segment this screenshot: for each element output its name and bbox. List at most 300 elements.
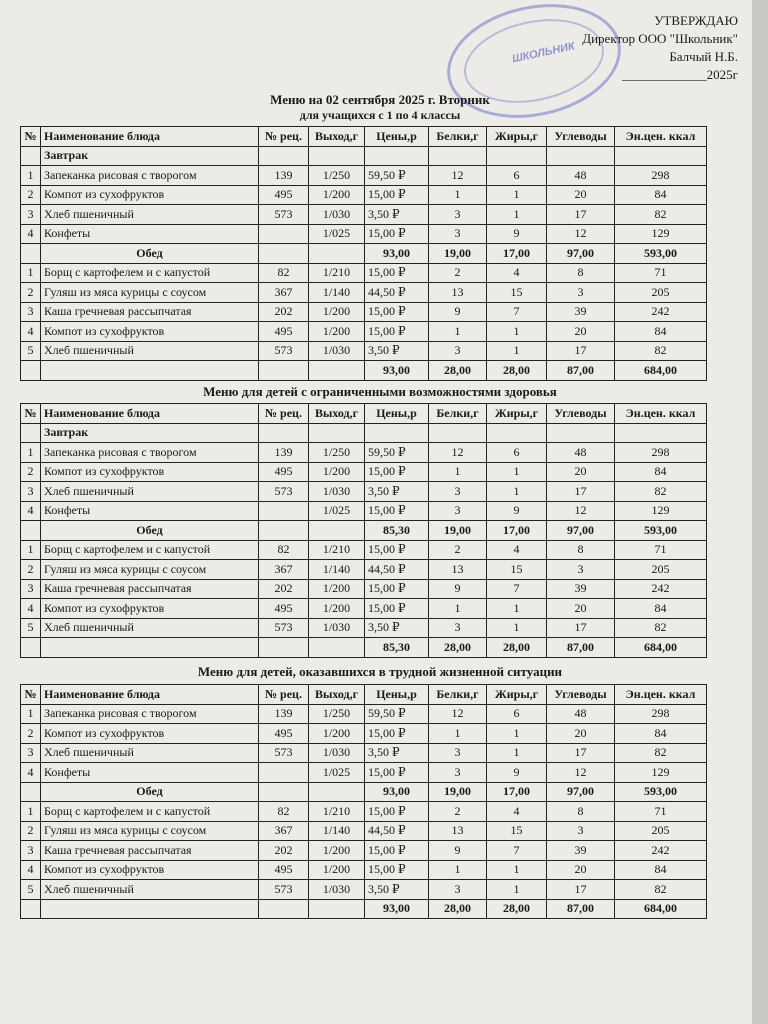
total-cell: 93,00 — [365, 899, 429, 919]
table-cell: 82 — [615, 880, 707, 900]
total-cell: 28,00 — [429, 638, 487, 658]
table-cell: 1 — [429, 462, 487, 482]
table-cell: 3 — [21, 841, 41, 861]
column-header: Наименование блюда — [41, 127, 259, 147]
total-cell: 28,00 — [429, 361, 487, 381]
table-cell: 7 — [487, 579, 547, 599]
column-header: Цены,р — [365, 404, 429, 424]
total-cell: 87,00 — [547, 638, 615, 658]
table-cell: 3 — [547, 821, 615, 841]
total-cell: 684,00 — [615, 638, 707, 658]
table-cell: 82 — [615, 341, 707, 361]
table-cell: 1 — [487, 205, 547, 225]
empty-cell — [259, 244, 309, 264]
column-header: № рец. — [259, 685, 309, 705]
table-cell: 12 — [429, 704, 487, 724]
empty-cell — [259, 521, 309, 541]
table-cell: Гуляш из мяса курицы с соусом — [41, 821, 259, 841]
column-header: Углеводы — [547, 127, 615, 147]
table-cell: 3,50 ₽ — [365, 618, 429, 638]
table-cell: 202 — [259, 302, 309, 322]
total-cell: 87,00 — [547, 361, 615, 381]
table-cell: Каша гречневая рассыпчатая — [41, 841, 259, 861]
empty-cell — [41, 899, 259, 919]
lunch-label-row — [21, 782, 707, 802]
breakfast-total-cell: 17,00 — [487, 244, 547, 264]
column-header: Белки,г — [429, 685, 487, 705]
table-row — [21, 322, 707, 342]
table-cell: 1 — [429, 860, 487, 880]
table-cell: 8 — [547, 802, 615, 822]
table-cell: 3 — [21, 743, 41, 763]
empty-cell — [429, 423, 487, 443]
totals-row — [21, 361, 707, 381]
table-cell: 15 — [487, 560, 547, 580]
table-cell: 6 — [487, 704, 547, 724]
table-cell: 4 — [21, 860, 41, 880]
table-row — [21, 224, 707, 244]
table-row — [21, 880, 707, 900]
table-row — [21, 599, 707, 619]
table-cell: 3 — [429, 224, 487, 244]
table-cell: 2 — [429, 263, 487, 283]
table-cell: 3 — [547, 560, 615, 580]
table-row — [21, 802, 707, 822]
table-cell: 573 — [259, 341, 309, 361]
table-cell: 3 — [21, 579, 41, 599]
table-cell: 1/140 — [309, 560, 365, 580]
table-row — [21, 704, 707, 724]
column-header: Цены,р — [365, 685, 429, 705]
table-cell: 82 — [615, 205, 707, 225]
table-cell: 1/200 — [309, 841, 365, 861]
table-cell: Компот из сухофруктов — [41, 860, 259, 880]
table-cell: 84 — [615, 599, 707, 619]
empty-cell — [487, 423, 547, 443]
table-cell — [259, 763, 309, 783]
total-cell: 28,00 — [487, 899, 547, 919]
table-cell: 44,50 ₽ — [365, 560, 429, 580]
menu-title: Меню на 02 сентября 2025 г. Вторник — [270, 92, 490, 107]
breakfast-label-row — [21, 146, 707, 166]
column-header: Жиры,г — [487, 127, 547, 147]
table-cell: 71 — [615, 540, 707, 560]
empty-cell — [547, 423, 615, 443]
empty-cell — [309, 361, 365, 381]
table-cell: 242 — [615, 841, 707, 861]
table-cell: 1/030 — [309, 341, 365, 361]
table-cell: 8 — [547, 540, 615, 560]
breakfast-total-cell: 19,00 — [429, 782, 487, 802]
table-cell: 3 — [429, 205, 487, 225]
empty-cell — [615, 146, 707, 166]
table-cell: 1 — [429, 599, 487, 619]
table-header-row — [21, 685, 707, 705]
table-cell: 1 — [429, 322, 487, 342]
table-cell: Хлеб пшеничный — [41, 205, 259, 225]
table-cell: 17 — [547, 205, 615, 225]
breakfast-total-cell: 93,00 — [365, 244, 429, 264]
table-cell: 4 — [487, 263, 547, 283]
menu-table — [20, 684, 707, 919]
table-cell: Каша гречневая рассыпчатая — [41, 302, 259, 322]
empty-cell — [429, 146, 487, 166]
table-cell: 39 — [547, 579, 615, 599]
table-cell: 82 — [259, 802, 309, 822]
empty-cell — [309, 146, 365, 166]
table-cell: 12 — [547, 224, 615, 244]
empty-cell — [487, 146, 547, 166]
table-cell: 8 — [547, 263, 615, 283]
breakfast-total-cell: 97,00 — [547, 244, 615, 264]
empty-cell — [21, 423, 41, 443]
table-cell: 4 — [487, 802, 547, 822]
table-cell: 129 — [615, 224, 707, 244]
meal-label-lunch: Обед — [41, 782, 259, 802]
table-cell: 17 — [547, 880, 615, 900]
breakfast-total-cell: 93,00 — [365, 782, 429, 802]
totals-row — [21, 899, 707, 919]
table-cell: 495 — [259, 462, 309, 482]
empty-cell — [259, 899, 309, 919]
table-cell: 4 — [21, 322, 41, 342]
table-cell: 84 — [615, 860, 707, 880]
table-cell: 17 — [547, 743, 615, 763]
table-cell: 202 — [259, 841, 309, 861]
table-header-row — [21, 404, 707, 424]
table-cell: 84 — [615, 322, 707, 342]
table-cell: 139 — [259, 166, 309, 186]
approval-heading: УТВЕРЖДАЮ — [654, 13, 738, 28]
table-cell: 129 — [615, 763, 707, 783]
table-cell: Компот из сухофруктов — [41, 599, 259, 619]
table-cell: 20 — [547, 599, 615, 619]
table-cell: 1/250 — [309, 704, 365, 724]
table-cell: Борщ с картофелем и с капустой — [41, 263, 259, 283]
table-cell: 48 — [547, 166, 615, 186]
table-cell: 20 — [547, 322, 615, 342]
empty-cell — [309, 782, 365, 802]
column-header: № — [21, 404, 41, 424]
table-cell: 5 — [21, 618, 41, 638]
table-row — [21, 860, 707, 880]
empty-cell — [259, 423, 309, 443]
lunch-label-row — [21, 244, 707, 264]
table-row — [21, 821, 707, 841]
lunch-label-row — [21, 521, 707, 541]
table-cell: 20 — [547, 185, 615, 205]
menu-table — [20, 403, 707, 658]
table-row — [21, 579, 707, 599]
table-cell: 3 — [429, 482, 487, 502]
table-cell: 1/025 — [309, 224, 365, 244]
table-cell: 1 — [487, 185, 547, 205]
empty-cell — [309, 423, 365, 443]
menu-table — [20, 126, 707, 381]
table-cell: 15,00 ₽ — [365, 462, 429, 482]
table-cell: 3,50 ₽ — [365, 743, 429, 763]
table-cell: 298 — [615, 443, 707, 463]
table-cell: 1 — [487, 860, 547, 880]
table-cell: 1 — [487, 618, 547, 638]
table-cell: 82 — [615, 743, 707, 763]
table-cell: 12 — [547, 763, 615, 783]
column-header: Эн.цен. ккал — [615, 404, 707, 424]
table-cell: 1 — [487, 724, 547, 744]
empty-cell — [41, 361, 259, 381]
table-cell: 1 — [487, 880, 547, 900]
table-cell: 17 — [547, 482, 615, 502]
empty-cell — [21, 521, 41, 541]
section-title-hard-situation: Меню для детей, оказавшихся в трудной жизненной ситуации — [197, 664, 563, 679]
table-cell: 15,00 ₽ — [365, 599, 429, 619]
table-cell: 3 — [547, 283, 615, 303]
table-cell: 20 — [547, 724, 615, 744]
table-cell: 298 — [615, 166, 707, 186]
table-cell: 59,50 ₽ — [365, 704, 429, 724]
table-cell: 1/200 — [309, 322, 365, 342]
table-cell: 6 — [487, 166, 547, 186]
table-cell: 20 — [547, 860, 615, 880]
empty-cell — [259, 638, 309, 658]
table-cell: 1/200 — [309, 724, 365, 744]
table-cell: 495 — [259, 322, 309, 342]
table-cell: 1/200 — [309, 462, 365, 482]
table-cell: 82 — [615, 618, 707, 638]
table-cell: 84 — [615, 185, 707, 205]
column-header: Выход,г — [309, 685, 365, 705]
table-cell: 1 — [487, 462, 547, 482]
table-cell: 15,00 ₽ — [365, 841, 429, 861]
table-row — [21, 482, 707, 502]
table-row — [21, 618, 707, 638]
table-cell: 15,00 ₽ — [365, 860, 429, 880]
table-cell: 15 — [487, 821, 547, 841]
table-cell: 15,00 ₽ — [365, 579, 429, 599]
table-cell: 495 — [259, 185, 309, 205]
table-cell: 5 — [21, 880, 41, 900]
table-cell: 1/210 — [309, 263, 365, 283]
table-cell: 1 — [21, 540, 41, 560]
column-header: Наименование блюда — [41, 685, 259, 705]
table-cell: 1/030 — [309, 205, 365, 225]
table-cell: 71 — [615, 802, 707, 822]
table-cell: 2 — [429, 540, 487, 560]
table-cell: 39 — [547, 302, 615, 322]
table-row — [21, 166, 707, 186]
table-cell: 13 — [429, 283, 487, 303]
total-cell: 684,00 — [615, 361, 707, 381]
table-cell: 3 — [429, 743, 487, 763]
table-cell: 2 — [21, 560, 41, 580]
empty-cell — [21, 361, 41, 381]
table-cell: 12 — [429, 443, 487, 463]
table-row — [21, 560, 707, 580]
table-cell: Каша гречневая рассыпчатая — [41, 579, 259, 599]
table-cell: 82 — [259, 263, 309, 283]
totals-row — [21, 638, 707, 658]
table-cell: 3 — [429, 763, 487, 783]
table-cell: Гуляш из мяса курицы с соусом — [41, 283, 259, 303]
empty-cell — [365, 146, 429, 166]
table-cell: 1 — [21, 263, 41, 283]
table-cell: 1/030 — [309, 880, 365, 900]
meal-label-lunch: Обед — [41, 521, 259, 541]
table-cell: 3 — [429, 341, 487, 361]
table-cell: 1 — [429, 724, 487, 744]
column-header: Жиры,г — [487, 404, 547, 424]
table-cell: 71 — [615, 263, 707, 283]
empty-cell — [309, 521, 365, 541]
table-cell: 242 — [615, 579, 707, 599]
total-cell: 28,00 — [487, 361, 547, 381]
table-cell: 9 — [487, 224, 547, 244]
table-cell: 1 — [429, 185, 487, 205]
table-cell: 5 — [21, 341, 41, 361]
total-cell: 684,00 — [615, 899, 707, 919]
total-cell: 93,00 — [365, 361, 429, 381]
total-cell: 28,00 — [429, 899, 487, 919]
table-row — [21, 501, 707, 521]
table-cell: 3 — [429, 880, 487, 900]
table-cell: 1 — [21, 443, 41, 463]
column-header: Выход,г — [309, 127, 365, 147]
stamp-text: ШКОЛЬНИК — [510, 40, 576, 66]
table-row — [21, 462, 707, 482]
table-cell: 573 — [259, 880, 309, 900]
column-header: Эн.цен. ккал — [615, 685, 707, 705]
table-cell: Хлеб пшеничный — [41, 743, 259, 763]
table-cell: 9 — [487, 763, 547, 783]
empty-cell — [259, 361, 309, 381]
table-cell: 495 — [259, 860, 309, 880]
column-header: Углеводы — [547, 685, 615, 705]
table-cell: Гуляш из мяса курицы с соусом — [41, 560, 259, 580]
table-cell: 15,00 ₽ — [365, 185, 429, 205]
table-row — [21, 341, 707, 361]
table-cell: Запеканка рисовая с творогом — [41, 443, 259, 463]
table-cell: 15,00 ₽ — [365, 322, 429, 342]
table-row — [21, 763, 707, 783]
table-cell: Борщ с картофелем и с капустой — [41, 540, 259, 560]
breakfast-total-cell: 19,00 — [429, 521, 487, 541]
table-cell: 59,50 ₽ — [365, 166, 429, 186]
menu-table-primary — [20, 126, 707, 381]
table-cell: Хлеб пшеничный — [41, 618, 259, 638]
table-cell: 4 — [21, 763, 41, 783]
empty-cell — [309, 638, 365, 658]
table-cell: 9 — [429, 841, 487, 861]
table-cell: 298 — [615, 704, 707, 724]
table-cell: 44,50 ₽ — [365, 821, 429, 841]
column-header: № — [21, 127, 41, 147]
table-cell: 15,00 ₽ — [365, 724, 429, 744]
table-cell: 1 — [487, 341, 547, 361]
table-cell: 1/200 — [309, 579, 365, 599]
table-cell: 1/210 — [309, 540, 365, 560]
table-cell: 4 — [21, 599, 41, 619]
table-cell: 15,00 ₽ — [365, 263, 429, 283]
table-cell: 1 — [487, 322, 547, 342]
table-cell: Компот из сухофруктов — [41, 724, 259, 744]
table-cell: 367 — [259, 560, 309, 580]
table-cell: Хлеб пшеничный — [41, 482, 259, 502]
table-cell: 17 — [547, 341, 615, 361]
page-edge-shadow — [752, 0, 768, 1024]
approval-position: Директор ООО "Школьник" — [582, 31, 738, 46]
table-cell: Запеканка рисовая с творогом — [41, 166, 259, 186]
menu-table-limited-health — [20, 403, 707, 658]
breakfast-total-cell: 593,00 — [615, 521, 707, 541]
empty-cell — [615, 423, 707, 443]
table-cell: 15,00 ₽ — [365, 224, 429, 244]
table-cell: 3,50 ₽ — [365, 482, 429, 502]
column-header: Наименование блюда — [41, 404, 259, 424]
table-cell — [259, 224, 309, 244]
table-cell: 84 — [615, 462, 707, 482]
table-cell: 367 — [259, 283, 309, 303]
table-row — [21, 540, 707, 560]
approval-name: Балчый Н.Б. — [669, 49, 738, 64]
table-cell: 1 — [21, 166, 41, 186]
table-cell: 44,50 ₽ — [365, 283, 429, 303]
table-cell: 2 — [21, 462, 41, 482]
table-row — [21, 205, 707, 225]
table-cell: 1/025 — [309, 763, 365, 783]
table-cell: 84 — [615, 724, 707, 744]
column-header: № рец. — [259, 127, 309, 147]
meal-label-lunch: Обед — [41, 244, 259, 264]
table-row — [21, 283, 707, 303]
empty-cell — [547, 146, 615, 166]
approval-block — [548, 12, 738, 84]
table-cell: 2 — [429, 802, 487, 822]
table-row — [21, 263, 707, 283]
table-row — [21, 841, 707, 861]
table-cell: 17 — [547, 618, 615, 638]
table-cell: 15,00 ₽ — [365, 763, 429, 783]
table-cell: 4 — [21, 224, 41, 244]
menu-subtitle: для учащихся с 1 по 4 классы — [299, 108, 461, 122]
table-cell: 205 — [615, 283, 707, 303]
table-cell: 15,00 ₽ — [365, 540, 429, 560]
breakfast-total-cell: 85,30 — [365, 521, 429, 541]
table-cell: 1/030 — [309, 482, 365, 502]
column-header: № рец. — [259, 404, 309, 424]
table-row — [21, 743, 707, 763]
table-cell: 2 — [21, 724, 41, 744]
table-cell: 15 — [487, 283, 547, 303]
approval-date: _____________2025г — [622, 67, 738, 82]
table-cell: 4 — [21, 501, 41, 521]
empty-cell — [309, 899, 365, 919]
column-header: Белки,г — [429, 404, 487, 424]
column-header: Выход,г — [309, 404, 365, 424]
table-cell: 1 — [21, 802, 41, 822]
table-row — [21, 185, 707, 205]
empty-cell — [21, 782, 41, 802]
table-cell: 15,00 ₽ — [365, 802, 429, 822]
breakfast-total-cell: 17,00 — [487, 782, 547, 802]
breakfast-total-cell: 97,00 — [547, 782, 615, 802]
table-cell: 48 — [547, 443, 615, 463]
table-cell: 205 — [615, 821, 707, 841]
table-cell: 202 — [259, 579, 309, 599]
table-cell: 573 — [259, 618, 309, 638]
column-header: № — [21, 685, 41, 705]
column-header: Цены,р — [365, 127, 429, 147]
table-cell: 15,00 ₽ — [365, 302, 429, 322]
